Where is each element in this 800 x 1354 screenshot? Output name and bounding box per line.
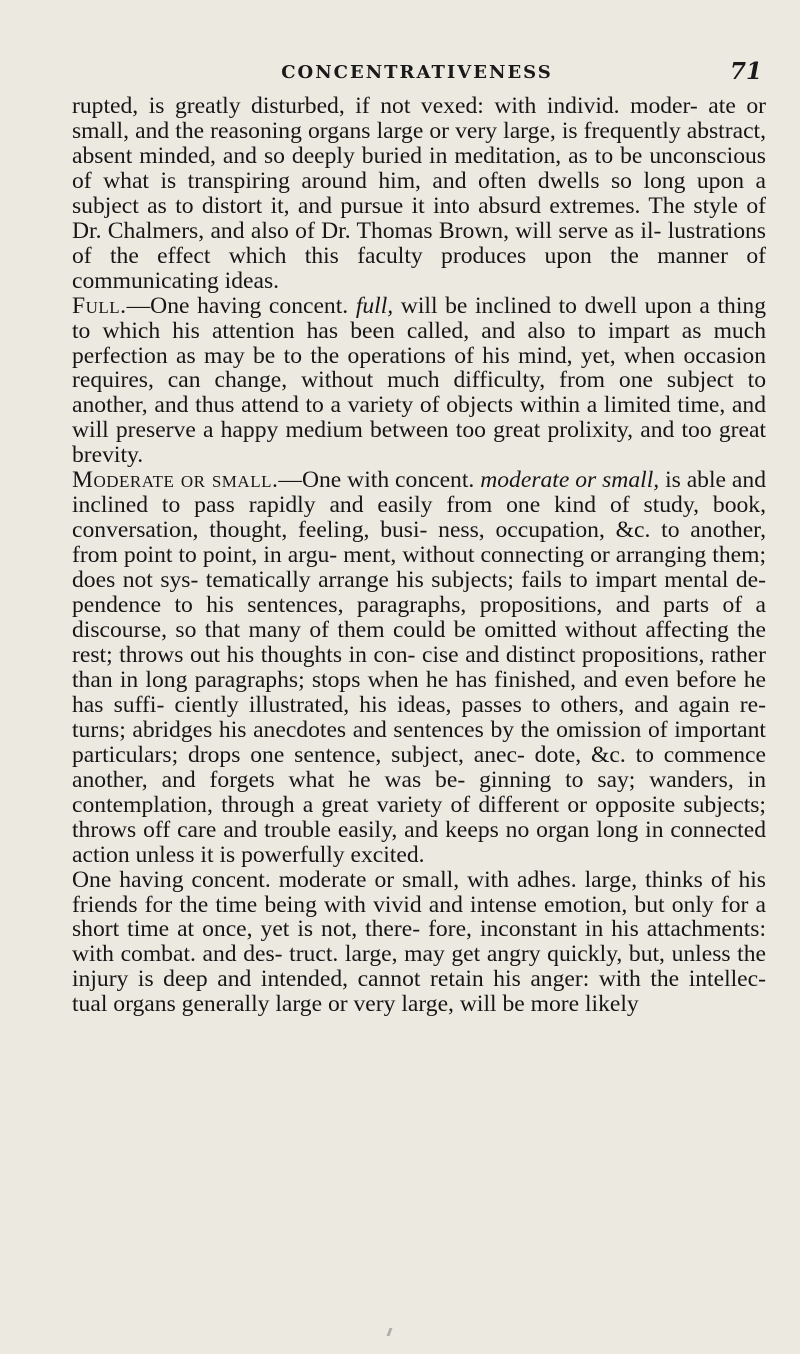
section-heading-full: Full. xyxy=(72,292,127,319)
paragraph-intro: rupted, is greatly disturbed, if not vexed: with individ. moder- ate or small, and the reasoning organs large or very large, is frequently abstract, absent minded, and so deeply buried in meditation, as to be unconscious of what is transpiring around him, and often dwells so long upon a subject as to distort it, and pursue it into absurd extremes. The style of Dr. Chalmers, and also of Dr. Thomas Brown, will serve as il- lustrations of the effect which this faculty produces upon the manner of communicating ideas. xyxy=(72,93,766,294)
paragraph-moderate-text: is able and inclined to pass rapidly and easily from one kind of study, book, conversation, thought, feeling, busi- ness, occupation, &c. to another, from point to point, in argu- ment, without connecting or arranging them; does not sys- tematically arrange his subjects; fails to impart mental de- pendence to his sentences, paragraphs, propositions, and parts of a discourse, so that many of them could be omitted without affecting the rest; throws out his thoughts in con- cise and distinct propositions, rather than in long paragraphs; stops when he has finished, and even before he has suffi- ciently illustrated, his ideas, passes to others, and again re- turns; abridges his anecdotes and sentences by the omission of important particulars; drops one sentence, subject, anec- dote, &c. to commence another, and forgets what he was be- ginning to say; wanders, in contemplation, through a great variety of different or opposite subjects; throws off care and trouble easily, and keeps no organ long in connected action unless it is powerfully excited. xyxy=(72,467,766,868)
page-header xyxy=(72,58,762,92)
paragraph-moderate-lead: —One with concent. xyxy=(278,467,481,494)
paragraph-moderate-small xyxy=(72,468,766,867)
running-head: CONCENTRATIVENESS xyxy=(281,62,553,83)
paragraph-combinations: One having concent. moderate or small, with adhes. large, thinks of his friends for the time being with vivid and intense emotion, but only for a short time at once, yet is not, there- fore, inconstant in his attachments: with combat. and des- truct. large, may get angry quickly, but, unless the injury is deep and intended, cannot retain his anger: with the intellec- tual organs generally large or very large, will be more likely xyxy=(72,866,766,1018)
paragraph-moderate-italic: moderate or small, xyxy=(480,467,660,494)
page-number: 71 xyxy=(729,58,762,85)
paragraph-full-italic: full, xyxy=(355,292,394,319)
section-heading-moderate-small: Moderate or small. xyxy=(72,467,279,494)
body-text xyxy=(72,94,766,1017)
paragraph-full-lead: —One having concent. xyxy=(126,292,356,319)
printer-mark xyxy=(387,1328,393,1336)
paragraph-full xyxy=(72,294,766,469)
paragraph-full-text: will be inclined to dwell upon a thing to which his attention has been called, and also to impart as much perfection as may be to the operations of his mind, yet, when occasion requires, can change, without much difficulty, from one subject to another, and thus attend to a variety of objects within a limited time, and will preserve a happy medium between too great prolixity, and too great brevity. xyxy=(72,292,767,469)
